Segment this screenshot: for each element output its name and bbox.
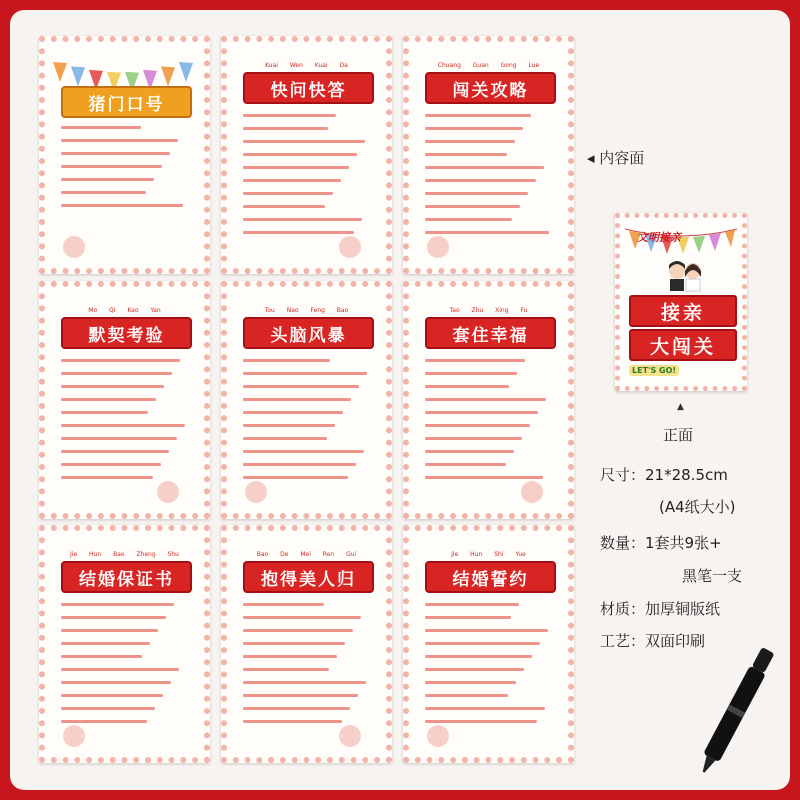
card-text-line	[61, 694, 163, 697]
card-text-line	[243, 411, 343, 414]
card-text-line	[425, 437, 522, 440]
spec-material: 材质：加厚铜版纸	[600, 600, 721, 618]
card-text-line	[61, 720, 147, 723]
card-text-line	[61, 616, 166, 619]
card-title: 默契考验	[88, 325, 165, 346]
card-text-line	[243, 372, 367, 375]
card-text-line	[425, 372, 517, 375]
card-text-line	[61, 178, 154, 181]
card-text-line	[425, 166, 544, 169]
card-text-line	[425, 179, 536, 182]
card-text-line	[61, 642, 150, 645]
marker-pen-icon	[690, 638, 780, 788]
decoration-icon	[521, 481, 543, 503]
card-text-line	[61, 165, 162, 168]
card-text-line	[243, 476, 348, 479]
spec-quantity: 数量：1套共9张+	[600, 534, 722, 552]
card-text-line	[425, 655, 532, 658]
spec-quantity-note: 黑笔一支	[682, 567, 743, 585]
card-title: 抱得美人归	[261, 569, 356, 590]
card-text-line	[425, 707, 545, 710]
inner-side-label: ◂ 内容面	[587, 149, 645, 167]
card-text-line	[61, 476, 153, 479]
card-pinyin: Mo Qi Kao Yan	[88, 307, 161, 314]
card-title: 猪门口号	[88, 94, 165, 115]
front-card	[615, 213, 747, 391]
up-arrow-icon: ▲	[677, 402, 684, 412]
card-text-line	[425, 603, 519, 606]
card-text-line	[425, 127, 523, 130]
card-text-line	[243, 359, 330, 362]
front-side-label: 正面	[663, 426, 694, 444]
card-text-line	[243, 437, 327, 440]
card-title: 快问快答	[270, 80, 347, 101]
card-title-box	[425, 317, 556, 349]
content-card	[39, 36, 210, 274]
card-title: 结婚保证书	[79, 569, 174, 590]
card-text-line	[425, 616, 511, 619]
content-card	[221, 525, 392, 763]
card-text-line	[243, 668, 329, 671]
card-pinyin: Bao De Mei Ren Gui	[256, 551, 357, 558]
card-text-line	[243, 140, 365, 143]
card-text-line	[61, 204, 183, 207]
card-text-line	[243, 642, 345, 645]
decoration-icon	[157, 481, 179, 503]
card-text-line	[243, 720, 342, 723]
card-title: 头脑风暴	[270, 325, 347, 346]
card-text-line	[61, 152, 170, 155]
card-text-line	[61, 139, 178, 142]
card-text-line	[243, 707, 350, 710]
card-pinyin: Tou Nao Feng Bao	[264, 307, 349, 314]
content-card	[39, 525, 210, 763]
card-text-line	[425, 694, 508, 697]
card-title-box	[61, 86, 192, 118]
card-text-line	[243, 398, 351, 401]
card-text-line	[61, 411, 148, 414]
content-card	[403, 36, 574, 274]
card-text-line	[243, 655, 337, 658]
card-text-line	[61, 385, 164, 388]
card-text-line	[243, 218, 362, 221]
spec-craft: 工艺：双面印刷	[600, 632, 706, 650]
card-text-line	[243, 694, 358, 697]
card-text-line	[425, 463, 506, 466]
decoration-icon	[427, 236, 449, 258]
card-pinyin: Tao Zhu Xing Fu	[449, 307, 528, 314]
decoration-icon	[427, 725, 449, 747]
card-text-line	[243, 603, 324, 606]
card-text-line	[61, 655, 142, 658]
card-title-box	[243, 317, 374, 349]
card-text-line	[243, 616, 361, 619]
card-title-box	[61, 317, 192, 349]
card-text-line	[243, 681, 366, 684]
content-card	[39, 281, 210, 519]
front-badge: LET'S GO!	[629, 365, 679, 376]
card-text-line	[243, 205, 325, 208]
card-text-line	[425, 720, 537, 723]
decoration-icon	[339, 725, 361, 747]
card-text-line	[425, 424, 530, 427]
card-text-line	[61, 398, 156, 401]
card-text-line	[243, 153, 357, 156]
card-text-line	[425, 629, 548, 632]
card-text-line	[425, 205, 520, 208]
content-card	[221, 281, 392, 519]
card-text-line	[243, 179, 341, 182]
card-pinyin: Jie Hun Bao Zheng Shu	[70, 551, 179, 558]
card-text-line	[425, 476, 543, 479]
card-text-line	[425, 642, 540, 645]
card-pinyin: Chuang Guan Gong Lue	[437, 62, 540, 69]
content-card	[403, 281, 574, 519]
card-text-line	[61, 437, 177, 440]
content-card	[221, 36, 392, 274]
card-text-line	[425, 218, 512, 221]
card-pinyin: Jie Hun Shi Yue	[451, 551, 526, 558]
card-text-line	[243, 231, 354, 234]
card-text-line	[243, 424, 335, 427]
front-small-title: 文明接亲	[637, 231, 681, 244]
decoration-icon	[245, 481, 267, 503]
card-text-line	[425, 114, 531, 117]
card-text-line	[243, 385, 359, 388]
card-text-line	[425, 140, 515, 143]
card-text-line	[61, 424, 185, 427]
card-text-line	[61, 668, 179, 671]
card-text-line	[425, 231, 549, 234]
card-title-box	[243, 561, 374, 593]
card-text-line	[425, 411, 538, 414]
card-text-line	[61, 191, 146, 194]
spec-size-note: (A4纸大小)	[659, 498, 736, 516]
card-text-line	[425, 153, 507, 156]
couple-avatar-icon	[665, 257, 705, 293]
front-title-line1: 接亲	[629, 295, 737, 327]
front-title-line2: 大闯关	[629, 329, 737, 361]
card-text-line	[61, 681, 171, 684]
card-text-line	[61, 629, 158, 632]
card-text-line	[243, 127, 328, 130]
card-text-line	[243, 192, 333, 195]
decoration-icon	[63, 725, 85, 747]
card-text-line	[61, 126, 141, 129]
card-text-line	[425, 450, 514, 453]
card-text-line	[425, 398, 546, 401]
card-title: 套住幸福	[452, 325, 529, 346]
card-text-line	[425, 668, 524, 671]
card-text-line	[425, 359, 525, 362]
card-title-box	[425, 72, 556, 104]
decoration-icon	[63, 236, 85, 258]
content-card	[403, 525, 574, 763]
card-title-box	[243, 72, 374, 104]
card-title: 结婚誓约	[452, 569, 529, 590]
card-text-line	[243, 114, 336, 117]
card-text-line	[61, 359, 180, 362]
card-text-line	[243, 166, 349, 169]
card-text-line	[61, 707, 155, 710]
card-pinyin: Kuai Wen Kuai Da	[265, 62, 348, 69]
card-text-line	[243, 450, 364, 453]
card-text-line	[61, 450, 169, 453]
card-text-line	[61, 463, 161, 466]
decoration-icon	[339, 236, 361, 258]
card-title-box	[61, 561, 192, 593]
card-text-line	[243, 629, 353, 632]
card-text-line	[425, 681, 516, 684]
card-text-line	[425, 192, 528, 195]
card-title: 闯关攻略	[452, 80, 529, 101]
spec-size: 尺寸：21*28.5cm	[600, 466, 728, 484]
card-text-line	[61, 372, 172, 375]
card-text-line	[61, 603, 174, 606]
card-text-line	[243, 463, 356, 466]
card-title-box	[425, 561, 556, 593]
card-text-line	[425, 385, 509, 388]
